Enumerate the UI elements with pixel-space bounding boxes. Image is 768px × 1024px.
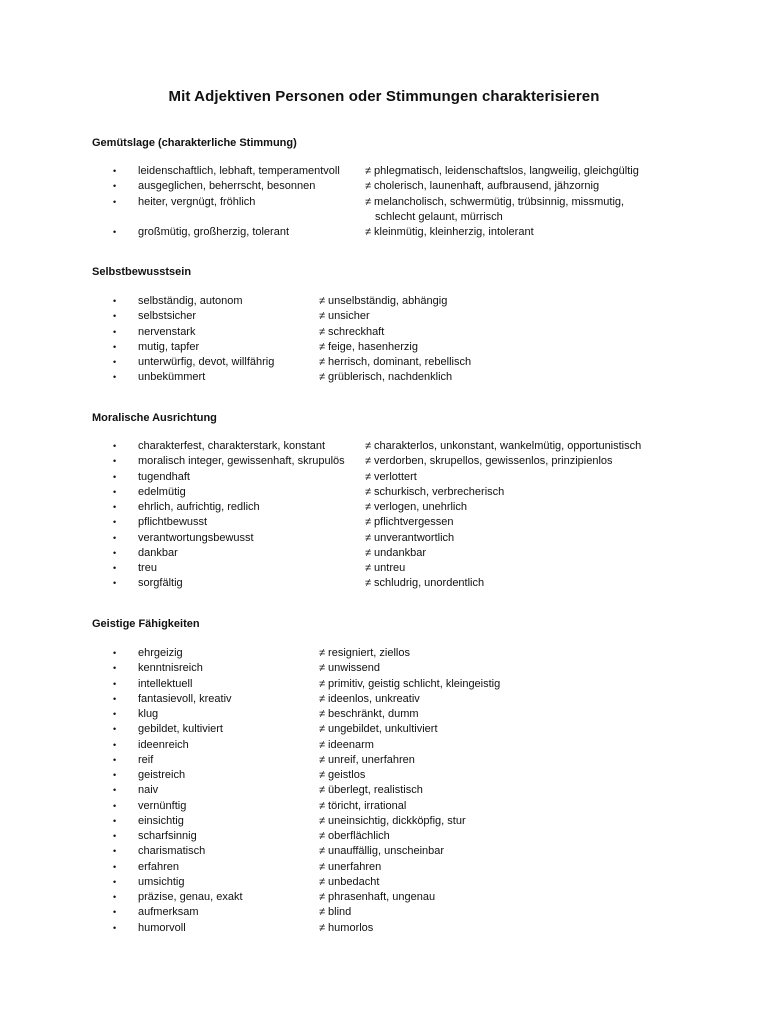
adjective-opposite xyxy=(365,485,504,500)
list-item xyxy=(0,829,768,844)
list-item xyxy=(0,783,768,798)
not-equal-icon: ≠ xyxy=(319,921,326,934)
list-item xyxy=(0,844,768,859)
adjective-positive: moralisch integer, gewissenhaft, skrupulös xyxy=(138,455,345,468)
adjective-opposite-text: beschränkt, dumm xyxy=(328,708,419,720)
adjective-opposite-text: verlogen, unehrlich xyxy=(374,501,467,513)
adjective-positive: humorvoll xyxy=(138,921,186,934)
adjective-opposite xyxy=(319,860,381,875)
not-equal-icon: ≠ xyxy=(319,708,326,720)
bullet-icon: • xyxy=(113,471,117,482)
list-item xyxy=(0,814,768,829)
adjective-opposite xyxy=(319,294,447,309)
not-equal-icon: ≠ xyxy=(365,165,372,177)
list-item xyxy=(0,340,768,355)
list-item xyxy=(0,692,768,707)
adjective-positive: intellektuell xyxy=(138,677,193,690)
adjective-opposite xyxy=(365,454,613,469)
adjective-opposite xyxy=(365,225,534,240)
not-equal-icon: ≠ xyxy=(365,226,372,238)
adjective-opposite-text: herrisch, dominant, rebellisch xyxy=(328,356,472,368)
adjective-opposite-text: untreu xyxy=(374,562,406,574)
adjective-opposite xyxy=(365,164,639,179)
list-item xyxy=(0,576,768,591)
adjective-opposite xyxy=(319,905,351,920)
bullet-icon: • xyxy=(113,341,117,352)
adjective-opposite-text: unwissend xyxy=(328,662,381,675)
adjective-opposite-text: unerfahren xyxy=(328,860,382,873)
list-item xyxy=(0,753,768,768)
not-equal-icon: ≠ xyxy=(365,516,372,529)
adjective-opposite xyxy=(319,370,452,385)
not-equal-icon: ≠ xyxy=(319,738,326,751)
not-equal-icon: ≠ xyxy=(365,531,372,544)
adjective-positive: selbständig, autonom xyxy=(138,295,243,307)
adjective-positive: ehrgeizig xyxy=(138,647,183,659)
adjective-opposite xyxy=(319,325,384,340)
adjective-opposite xyxy=(365,179,599,194)
adjective-positive: klug xyxy=(138,708,159,720)
list-item xyxy=(0,309,768,324)
page-title: Mit Adjektiven Personen oder Stimmungen charakterisieren xyxy=(168,88,600,105)
bullet-icon: • xyxy=(113,578,117,589)
adjective-positive: einsichtig xyxy=(138,814,184,827)
not-equal-icon: ≠ xyxy=(365,501,372,513)
list-item xyxy=(0,722,768,737)
adjective-opposite-text: unsicher xyxy=(328,310,370,323)
not-equal-icon: ≠ xyxy=(365,485,372,498)
bullet-icon: • xyxy=(113,502,117,512)
adjective-positive: naiv xyxy=(138,784,159,797)
adjective-positive: gebildet, kultiviert xyxy=(138,723,223,736)
adjective-positive: geistreich xyxy=(138,769,186,781)
adjective-positive: erfahren xyxy=(138,860,179,873)
bullet-icon: • xyxy=(113,815,117,826)
bullet-icon: • xyxy=(113,678,117,689)
adjective-opposite xyxy=(365,470,417,485)
not-equal-icon: ≠ xyxy=(319,723,326,736)
list-item xyxy=(0,890,768,905)
list-item xyxy=(0,905,768,920)
bullet-icon: • xyxy=(113,166,117,176)
bullet-icon: • xyxy=(113,846,117,857)
bullet-icon: • xyxy=(113,296,117,306)
adjective-positive: tugendhaft xyxy=(138,470,190,483)
not-equal-icon: ≠ xyxy=(319,677,326,690)
adjective-opposite xyxy=(365,546,426,561)
list-item xyxy=(0,164,768,179)
not-equal-icon: ≠ xyxy=(319,891,326,903)
adjective-opposite xyxy=(319,692,420,707)
section-heading: Selbstbewusstsein xyxy=(92,266,192,278)
bullet-icon: • xyxy=(113,181,117,192)
adjective-opposite-text: ideenarm xyxy=(328,738,374,751)
adjective-opposite-text: phlegmatisch, leidenschaftslos, langweilig, gleichgültig xyxy=(374,165,639,177)
not-equal-icon: ≠ xyxy=(319,692,326,705)
not-equal-icon: ≠ xyxy=(319,906,326,919)
section-heading: Geistige Fähigkeiten xyxy=(92,618,200,630)
adjective-positive: reif xyxy=(138,753,154,766)
list-item xyxy=(0,738,768,753)
adjective-positive: unbekümmert xyxy=(138,371,206,384)
list-item xyxy=(0,661,768,676)
adjective-opposite xyxy=(319,722,438,737)
list-item xyxy=(0,561,768,576)
list-item xyxy=(0,799,768,814)
adjective-opposite xyxy=(365,531,454,546)
adjective-positive: großmütig, großherzig, tolerant xyxy=(138,226,290,238)
adjective-opposite-text: unauffällig, unscheinbar xyxy=(328,845,445,858)
adjective-opposite-text: primitiv, geistig schlicht, kleingeistig xyxy=(328,677,501,690)
adjective-opposite-text: geistlos xyxy=(328,769,366,781)
adjective-opposite-text: verlottert xyxy=(374,470,417,483)
not-equal-icon: ≠ xyxy=(319,769,326,781)
adjective-positive: aufmerksam xyxy=(138,906,199,919)
adjective-opposite-text: humorlos xyxy=(328,921,374,934)
adjective-opposite-text: uneinsichtig, dickköpfig, stur xyxy=(328,814,466,827)
bullet-icon: • xyxy=(113,441,117,451)
adjective-opposite xyxy=(319,661,380,676)
list-item xyxy=(0,370,768,385)
bullet-icon: • xyxy=(113,800,117,811)
adjective-positive: heiter, vergnügt, fröhlich xyxy=(138,195,256,208)
adjective-opposite xyxy=(365,439,641,454)
not-equal-icon: ≠ xyxy=(319,295,326,307)
list-item xyxy=(0,546,768,561)
bullet-icon: • xyxy=(113,861,117,872)
adjective-opposite xyxy=(319,799,406,814)
bullet-icon: • xyxy=(113,357,117,367)
adjective-opposite-text: melancholisch, schwermütig, trübsinnig, missmutig, xyxy=(374,195,625,208)
bullet-icon: • xyxy=(113,907,117,918)
bullet-icon: • xyxy=(113,922,117,933)
list-item xyxy=(0,325,768,340)
adjective-opposite-text: schludrig, unordentlich xyxy=(374,577,485,590)
bullet-icon: • xyxy=(113,326,117,337)
bullet-icon: • xyxy=(113,739,117,750)
adjective-opposite xyxy=(365,576,484,591)
adjective-opposite-text: blind xyxy=(328,906,352,919)
adjective-opposite xyxy=(319,829,390,844)
adjective-opposite xyxy=(365,561,405,576)
adjective-opposite-text: ungebildet, unkultiviert xyxy=(328,723,438,736)
adjective-opposite-text: pflichtvergessen xyxy=(374,516,454,529)
not-equal-icon: ≠ xyxy=(319,662,326,675)
bullet-icon: • xyxy=(113,663,117,674)
adjective-opposite-text: schurkisch, verbrecherisch xyxy=(374,485,505,498)
adjective-opposite xyxy=(319,783,423,798)
bullet-icon: • xyxy=(113,831,117,841)
adjective-positive: präzise, genau, exakt xyxy=(138,891,243,903)
adjective-positive: sorgfältig xyxy=(138,577,183,590)
adjective-positive: leidenschaftlich, lebhaft, temperamentvoll xyxy=(138,165,340,177)
adjective-opposite-text: schreckhaft xyxy=(328,325,385,338)
not-equal-icon: ≠ xyxy=(319,340,326,353)
adjective-opposite xyxy=(319,340,418,355)
adjective-opposite xyxy=(319,646,410,661)
bullet-icon: • xyxy=(113,648,117,658)
list-item xyxy=(0,355,768,370)
adjective-opposite-text: verdorben, skrupellos, gewissenlos, prinzipienlos xyxy=(374,455,613,468)
bullet-icon: • xyxy=(113,517,117,528)
adjective-opposite xyxy=(319,844,444,859)
adjective-opposite xyxy=(319,753,415,768)
adjective-positive: umsichtig xyxy=(138,875,185,888)
adjective-opposite-text: unreif, unerfahren xyxy=(328,753,415,766)
not-equal-icon: ≠ xyxy=(319,647,326,659)
not-equal-icon: ≠ xyxy=(365,195,372,208)
section-heading: Gemütslage (charakterliche Stimmung) xyxy=(92,137,297,149)
adjective-opposite xyxy=(365,500,467,515)
list-item xyxy=(0,179,768,194)
list-item xyxy=(0,470,768,485)
bullet-icon: • xyxy=(113,892,117,902)
not-equal-icon: ≠ xyxy=(365,180,372,193)
adjective-opposite-text: grüblerisch, nachdenklich xyxy=(328,371,453,384)
not-equal-icon: ≠ xyxy=(365,440,372,452)
not-equal-icon: ≠ xyxy=(319,860,326,873)
not-equal-icon: ≠ xyxy=(365,455,372,468)
list-item xyxy=(0,875,768,890)
bullet-icon: • xyxy=(113,547,117,558)
adjective-opposite-text: kleinmütig, kleinherzig, intolerant xyxy=(374,226,534,238)
not-equal-icon: ≠ xyxy=(319,799,326,812)
adjective-opposite xyxy=(319,677,500,692)
adjective-positive: fantasievoll, kreativ xyxy=(138,692,232,705)
adjective-positive: dankbar xyxy=(138,546,178,559)
bullet-icon: • xyxy=(113,196,117,207)
list-item xyxy=(0,646,768,661)
adjective-positive: ideenreich xyxy=(138,738,189,751)
not-equal-icon: ≠ xyxy=(365,546,372,559)
adjective-positive: treu xyxy=(138,562,157,574)
adjective-positive: vernünftig xyxy=(138,799,187,812)
adjective-opposite xyxy=(319,768,365,783)
not-equal-icon: ≠ xyxy=(319,814,326,827)
not-equal-icon: ≠ xyxy=(319,875,326,888)
bullet-icon: • xyxy=(113,563,117,573)
adjective-opposite xyxy=(319,707,419,722)
list-item xyxy=(0,921,768,936)
adjective-opposite-text: charakterlos, unkonstant, wankelmütig, opportunistisch xyxy=(374,440,642,452)
bullet-icon: • xyxy=(113,456,117,467)
list-item xyxy=(0,860,768,875)
not-equal-icon: ≠ xyxy=(319,325,326,338)
adjective-positive: charismatisch xyxy=(138,845,206,858)
adjective-opposite-text: resigniert, ziellos xyxy=(328,647,410,659)
adjective-positive: kenntnisreich xyxy=(138,662,203,675)
not-equal-icon: ≠ xyxy=(319,845,326,858)
adjective-positive: unterwürfig, devot, willfährig xyxy=(138,356,275,368)
not-equal-icon: ≠ xyxy=(365,470,372,483)
adjective-opposite-text: überlegt, realistisch xyxy=(328,784,423,797)
list-item xyxy=(0,531,768,546)
not-equal-icon: ≠ xyxy=(365,577,372,590)
bullet-icon: • xyxy=(113,770,117,780)
list-item xyxy=(0,485,768,500)
bullet-icon: • xyxy=(113,876,117,887)
list-item xyxy=(0,454,768,469)
list-item xyxy=(0,225,768,240)
not-equal-icon: ≠ xyxy=(319,310,326,323)
adjective-opposite-continuation: schlecht gelaunt, mürrisch xyxy=(375,210,503,223)
adjective-opposite xyxy=(319,355,471,370)
adjective-opposite xyxy=(365,195,624,210)
bullet-icon: • xyxy=(113,311,117,322)
adjective-opposite-text: phrasenhaft, ungenau xyxy=(328,891,436,903)
bullet-icon: • xyxy=(113,785,117,796)
adjective-positive: nervenstark xyxy=(138,325,196,338)
adjective-positive: verantwortungsbewusst xyxy=(138,531,254,544)
adjective-opposite-text: unselbständig, abhängig xyxy=(328,295,448,307)
adjective-opposite xyxy=(365,515,454,530)
adjective-opposite xyxy=(319,890,435,905)
adjective-opposite-text: ideenlos, unkreativ xyxy=(328,692,420,705)
not-equal-icon: ≠ xyxy=(365,562,372,574)
list-item xyxy=(0,439,768,454)
bullet-icon: • xyxy=(113,227,117,237)
adjective-positive: mutig, tapfer xyxy=(138,340,200,353)
bullet-icon: • xyxy=(113,709,117,719)
not-equal-icon: ≠ xyxy=(319,830,326,842)
list-item xyxy=(0,515,768,530)
bullet-icon: • xyxy=(113,372,117,383)
not-equal-icon: ≠ xyxy=(319,356,326,368)
adjective-opposite xyxy=(319,875,379,890)
list-item xyxy=(0,294,768,309)
adjective-opposite-text: unbedacht xyxy=(328,875,380,888)
adjective-opposite xyxy=(319,921,373,936)
adjective-opposite-text: cholerisch, launenhaft, aufbrausend, jähzornig xyxy=(374,180,600,193)
adjective-opposite-text: töricht, irrational xyxy=(328,799,407,812)
adjective-opposite-text: unverantwortlich xyxy=(374,531,455,544)
bullet-icon: • xyxy=(113,486,117,497)
adjective-positive: charakterfest, charakterstark, konstant xyxy=(138,440,326,452)
adjective-positive: selbstsicher xyxy=(138,310,197,323)
list-item xyxy=(0,768,768,783)
adjective-opposite xyxy=(319,814,466,829)
not-equal-icon: ≠ xyxy=(319,753,326,766)
section-heading: Moralische Ausrichtung xyxy=(92,412,217,424)
adjective-positive: pflichtbewusst xyxy=(138,516,208,529)
not-equal-icon: ≠ xyxy=(319,371,326,384)
list-item xyxy=(0,500,768,515)
adjective-opposite-text: oberflächlich xyxy=(328,830,390,842)
adjective-opposite-text: undankbar xyxy=(374,546,427,559)
bullet-icon: • xyxy=(113,724,117,735)
bullet-icon: • xyxy=(113,754,117,765)
adjective-positive: ausgeglichen, beherrscht, besonnen xyxy=(138,180,316,193)
list-item xyxy=(0,677,768,692)
adjective-opposite xyxy=(319,309,370,324)
bullet-icon: • xyxy=(113,693,117,704)
adjective-positive: ehrlich, aufrichtig, redlich xyxy=(138,501,260,513)
adjective-opposite-text: feige, hasenherzig xyxy=(328,340,418,353)
bullet-icon: • xyxy=(113,532,117,543)
adjective-positive: edelmütig xyxy=(138,485,186,498)
list-item xyxy=(0,195,768,210)
adjective-positive: scharfsinnig xyxy=(138,830,197,842)
list-item xyxy=(0,707,768,722)
not-equal-icon: ≠ xyxy=(319,784,326,797)
adjective-opposite xyxy=(319,738,374,753)
